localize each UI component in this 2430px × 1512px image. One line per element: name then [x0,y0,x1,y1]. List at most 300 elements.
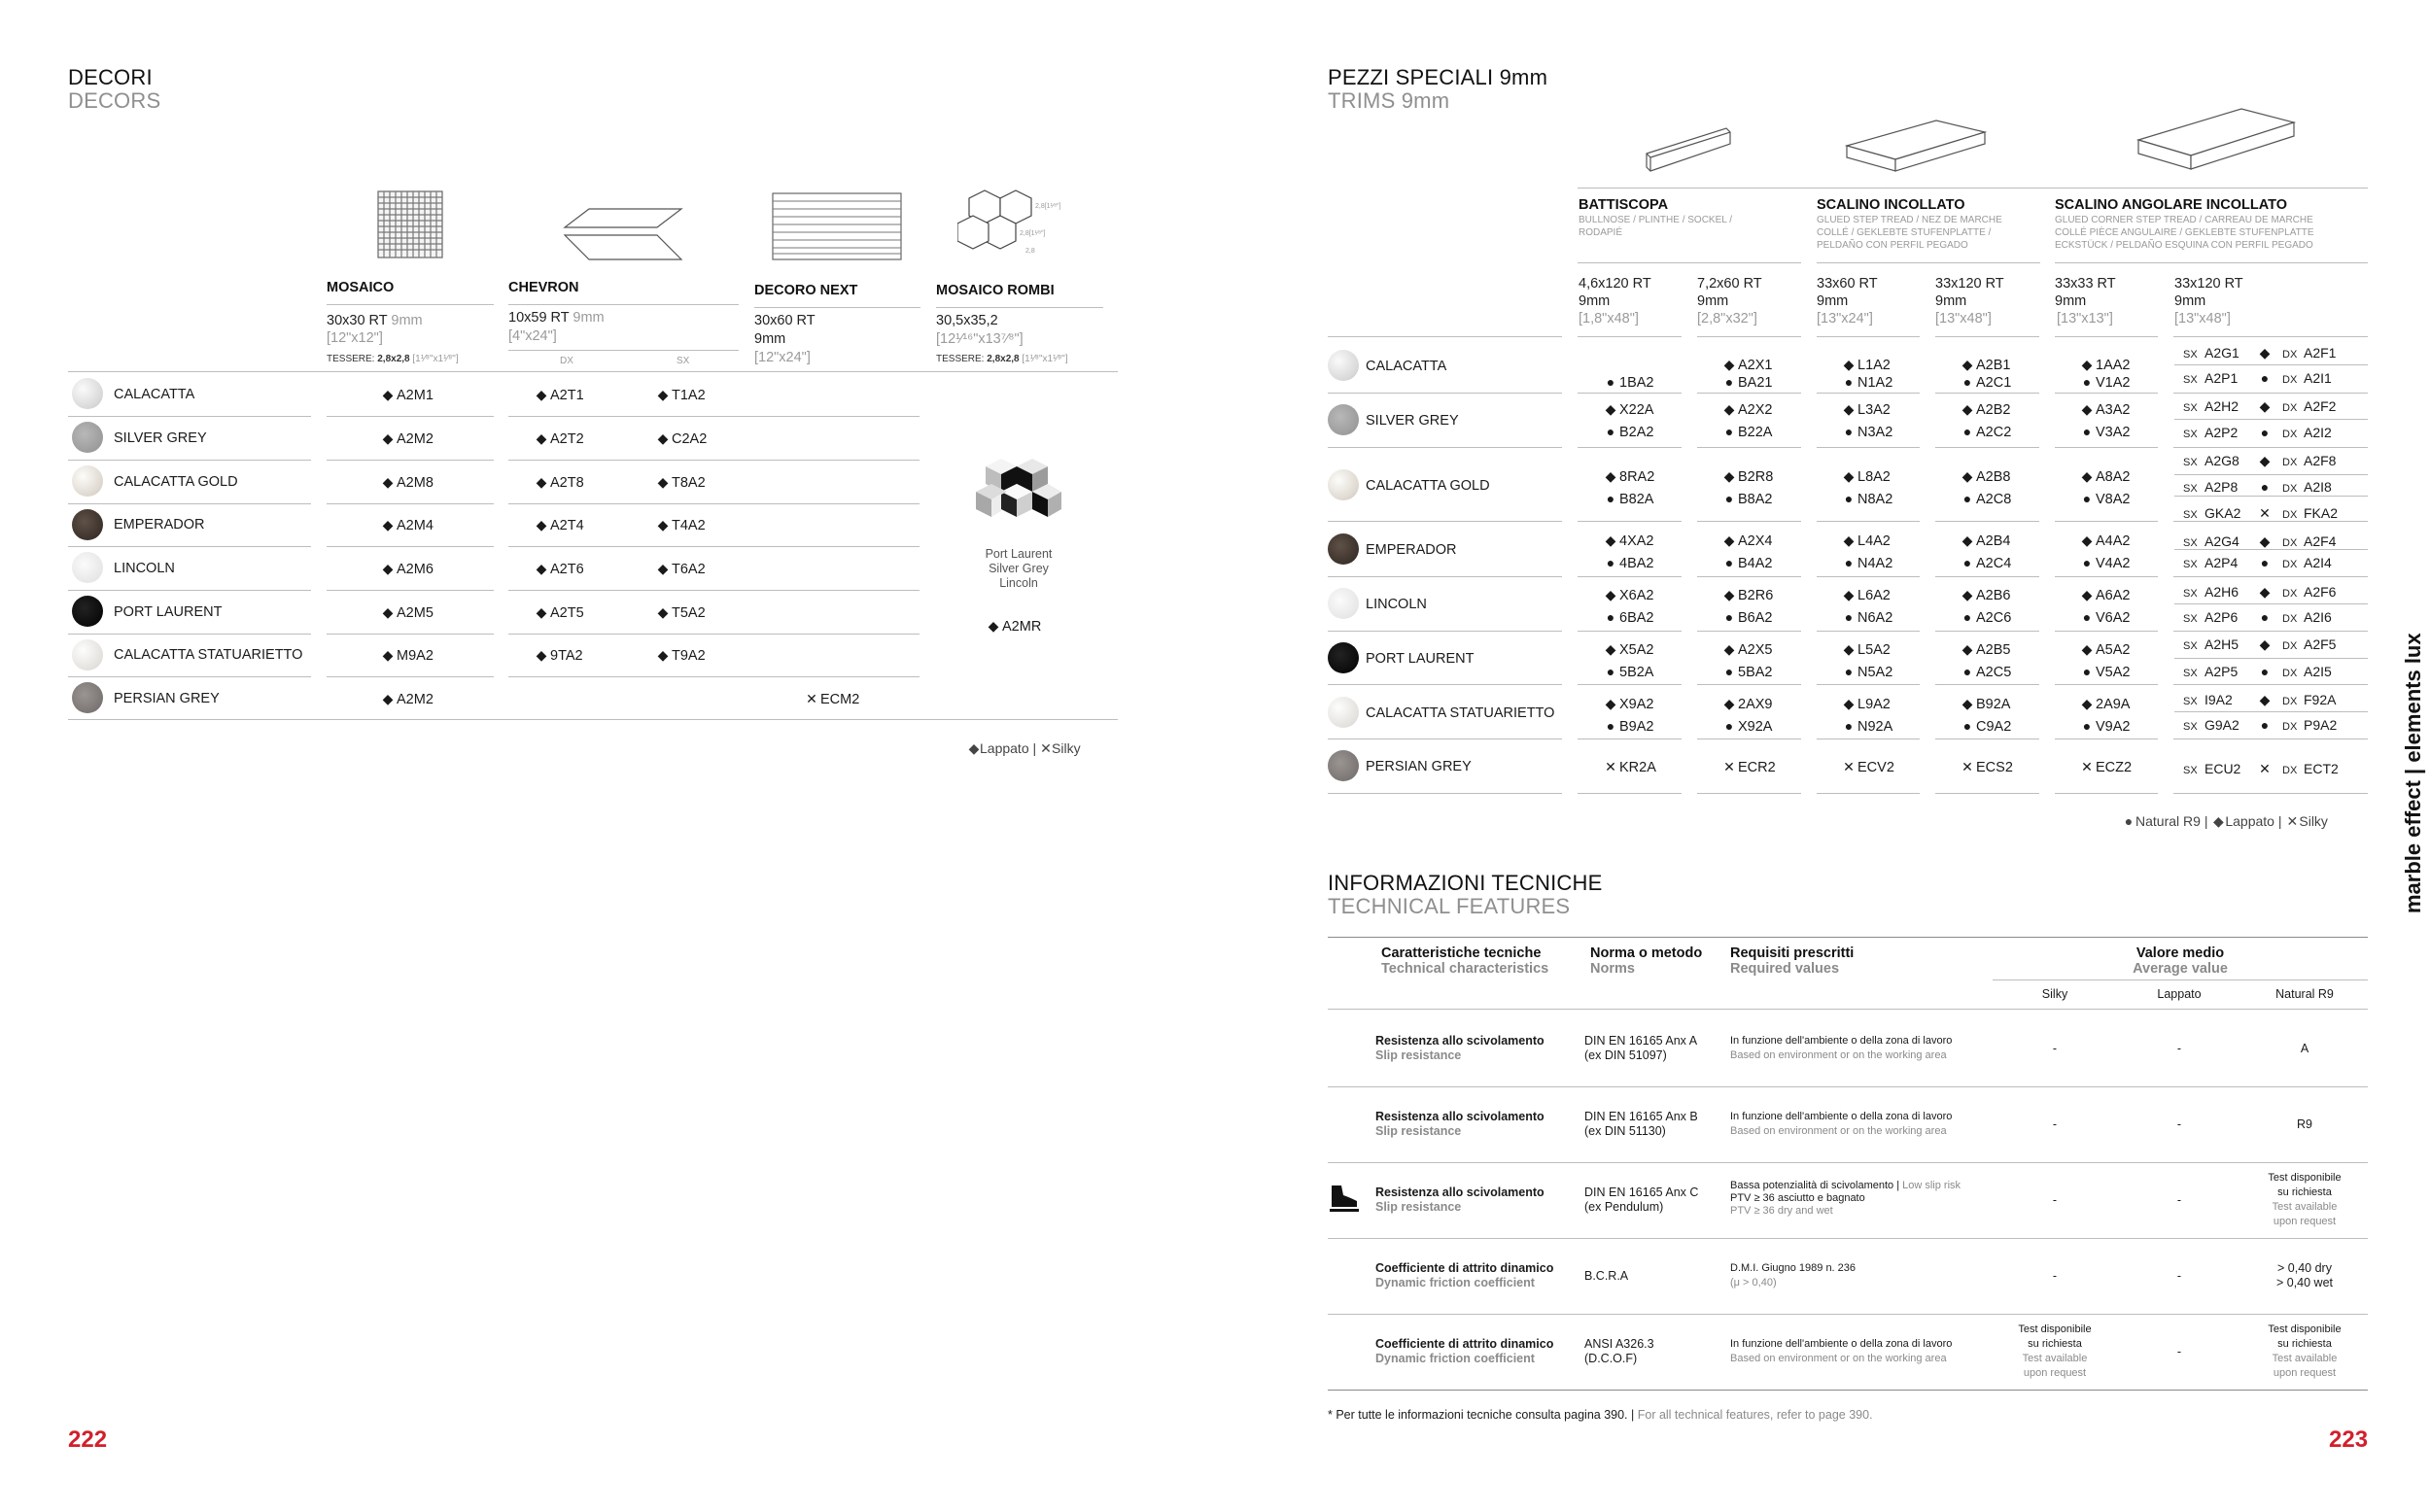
corner-dx-code: F92A [2304,692,2337,707]
circle-icon: ● [2260,479,2270,495]
circle-icon: ● [2260,425,2270,440]
diamond-icon: ◆ [382,647,394,663]
cross-icon: ✕ [1723,759,1735,774]
diamond-icon: ◆ [2081,533,2093,548]
trim-code-label: 1BA2 [1619,375,1654,391]
swatch-persian-grey [1328,750,1359,781]
trim-code-label: L5A2 [1857,642,1891,658]
th-lappato: Lappato [2157,987,2202,1001]
trim-code-label: V9A2 [2096,719,2131,735]
trim-code [1840,587,1891,603]
group-scalino-desc-3: PELDAÑO CON PERFIL PEGADO [1817,240,1968,251]
diamond-icon: ◆ [382,517,394,533]
corner-dx-label: DX [2282,509,2298,521]
trim-code-label: 6BA2 [1619,610,1654,626]
tech-req: Bassa potenzialità di scivolamento | Low slip risk PTV ≥ 36 asciutto e bagnato PTV ≥ 36 dry and wet [1730,1180,1961,1217]
corner-sx-label: SX [2183,349,2198,361]
trim-code-label: 1AA2 [2096,358,2131,373]
diamond-icon: ◆ [2259,533,2271,549]
diamond-icon: ◆ [536,517,547,533]
trim-code-label: 4BA2 [1619,556,1654,571]
trim-code-label: A2X4 [1738,533,1773,549]
diamond-icon: ◆ [1961,468,1973,484]
footnote: * Per tutte le informazioni tecniche consulta pagina 390. | For all technical features, refer to page 390. [1328,1408,1873,1422]
diamond-icon: ◆ [2081,468,2093,484]
diamond-icon: ◆ [536,604,547,620]
code-chevron-dx: ◆ A2T5 [533,604,584,621]
corner-dx-code: A2F6 [2304,584,2337,600]
diamond-icon: ◆ [382,474,394,490]
trim-code [1959,533,2010,549]
corner-dx-label: DX [2282,613,2298,625]
group-angolare-desc-3: ECKSTÜCK / PELDAÑO ESQUINA CON PERFIL PEGADO [2055,240,2313,251]
diamond-icon: ◆ [536,647,547,663]
th-req: Requisiti prescritti Required values [1730,945,1855,977]
code-chevron-sx: ◆ T9A2 [654,647,706,664]
tech-lappato: - [2176,1041,2182,1055]
trim-code [1959,555,2011,571]
corner-dx-code: A2I4 [2304,555,2332,570]
mosaico-rombi-image [957,187,1064,266]
group-scalino-angolare: SCALINO ANGOLARE INCOLLATO [2055,197,2287,213]
trim-code [1602,759,1656,775]
trim-code-label: X9A2 [1619,697,1654,712]
code-mosaico: ◆ A2M1 [379,387,434,403]
trim-code [1959,491,2011,507]
trim-code-label: 8RA2 [1619,469,1655,485]
circle-icon: ● [1962,491,1972,506]
trim-code [1720,696,1772,712]
circle-icon: ● [1844,609,1854,625]
corner-dx-code: A2F1 [2304,345,2337,361]
trim-code [2078,533,2130,549]
circle-icon: ● [1606,374,1615,390]
code-decoro-next: ✕ ECM2 [803,691,859,707]
circle-icon: ● [1606,664,1615,679]
corner-code-row [2183,636,2336,653]
circle-icon: ● [2260,664,2270,679]
trim-code [1720,587,1773,603]
circle-icon: ● [1724,424,1734,439]
trim-code-label: B2R8 [1738,469,1774,485]
trim-code [1840,696,1891,712]
code-mosaico: ◆ A2M4 [379,517,434,533]
trim-code [1840,533,1891,549]
trim-code [1720,401,1772,418]
trim-code-label: ECV2 [1857,760,1894,775]
diamond-icon: ◆ [382,430,394,446]
code-chevron-sx: ◆ T6A2 [654,561,706,577]
circle-icon: ● [1606,555,1615,570]
corner-code-row [2183,479,2332,495]
corner-sx-label: SX [2183,588,2198,600]
left-title-en: DECORS [68,88,161,113]
trim-code [1840,357,1891,373]
corner-dx-label: DX [2282,721,2298,733]
circle-icon: ● [2082,664,2092,679]
tech-req: D.M.I. Giugno 1989 n. 236 (μ > 0,40) [1730,1262,1857,1289]
row-name-port-laurent: PORT LAURENT [1366,651,1475,667]
diamond-icon: ◆ [382,387,394,402]
corner-code-row [2183,425,2332,440]
trim-code [1602,533,1653,549]
code-mosaico: ◆ M9A2 [379,647,434,664]
group-scalino-desc-2: COLLÉ / GEKLEBTE STUFENPLATTE / [1817,227,1992,238]
rombi-dim-c: 2,8 [1025,248,1035,255]
diamond-icon: ◆ [1843,357,1855,372]
circle-icon: ● [1844,424,1854,439]
code-mosaico: ◆ A2M6 [379,561,434,577]
trim-code-label: A2X2 [1738,402,1773,418]
trim-code-label: A2C8 [1976,492,2012,507]
trim-code [1959,587,2010,603]
trim-code-label: A2C4 [1976,556,2012,571]
trim-code-label: B9A2 [1619,719,1654,735]
corner-sx-code: G9A2 [2204,717,2239,733]
cross-icon: ✕ [2259,505,2271,521]
trim-code [2078,374,2130,391]
trim-code-label: N1A2 [1857,375,1893,391]
corner-sx-label: SX [2183,559,2198,570]
corner-dx-label: DX [2282,537,2298,549]
corner-code-row [2183,609,2332,625]
corner-sx-code: A2P8 [2204,479,2239,495]
swatch-lincoln [72,552,103,583]
tech-char: Coefficiente di attrito dinamico Dynamic friction coefficient [1375,1337,1554,1365]
trim-code [1840,759,1894,775]
diamond-icon: ◆ [1843,401,1855,417]
circle-icon: ● [2082,374,2092,390]
trim-code [1959,424,2011,440]
row-name-calacatta-statuarietto: CALACATTA STATUARIETTO [1366,705,1555,721]
code-chevron-sx: ◆ T4A2 [654,517,706,533]
trim-code-label: L9A2 [1857,697,1891,712]
rombi-dim-a: 2,8[1¹⁄⁸"] [1035,203,1061,210]
trim-code [1720,664,1772,680]
tech-char: Resistenza allo scivolamento Slip resistance [1375,1034,1545,1062]
tech-title-it: INFORMAZIONI TECNICHE [1328,871,1603,895]
corner-sx-code: A2H2 [2204,398,2239,414]
circle-icon: ● [2082,609,2092,625]
size-3-thick: 9mm [1817,293,1849,309]
trim-code-label: A8A2 [2096,469,2131,485]
trim-code-label: L4A2 [1857,533,1891,549]
circle-icon: ● [1606,491,1615,506]
group-battiscopa-desc-1: BULLNOSE / PLINTHE / SOCKEL / [1579,215,1733,225]
diamond-icon: ◆ [1605,401,1616,417]
tech-char: Coefficiente di attrito dinamico Dynamic friction coefficient [1375,1261,1554,1289]
trim-code-label: A5A2 [2096,642,2131,658]
trim-code-label: B2A2 [1619,425,1654,440]
diamond-icon: ◆ [2081,401,2093,417]
th-natural: Natural R9 [2275,987,2334,1001]
swatch-calacatta-statuarietto [1328,697,1359,728]
rombi-inch: [12¹⁄¹⁶"x13⁷⁄⁸"] [936,331,1024,347]
trim-code-label: 5B2A [1619,665,1654,680]
row-name-silver-grey: SILVER GREY [114,430,207,446]
trim-code [2078,641,2130,658]
corner-sx-code: A2H5 [2204,636,2239,652]
diamond-icon: ◆ [1843,641,1855,657]
rombi-caption-3: Lincoln [999,576,1038,590]
code-mosaico: ◆ A2M5 [379,604,434,621]
tech-natural: R9 [2297,1117,2312,1131]
circle-icon: ● [1962,374,1972,390]
trim-code [1602,468,1654,485]
corner-dx-label: DX [2282,483,2298,495]
tech-title-en: TECHNICAL FEATURES [1328,894,1571,918]
circle-icon: ● [1724,664,1734,679]
corner-dx-code: A2I8 [2304,479,2332,495]
trim-code-label: A2B5 [1976,642,2011,658]
trim-code [1959,609,2011,626]
trim-code-label: L8A2 [1857,469,1891,485]
decoro-next-inch: [12"x24"] [754,350,811,365]
circle-icon: ● [2260,370,2270,386]
tech-req: In funzione dell'ambiente o della zona di lavoro Based on environment or on the working area [1730,1035,1953,1061]
diamond-icon: ◆ [2259,398,2271,414]
diamond-icon: ◆ [2259,453,2271,468]
diamond-icon: ◆ [968,740,980,756]
corner-dx-label: DX [2282,457,2298,468]
cross-icon: ✕ [2081,759,2093,774]
tech-norm: ANSI A326.3 (D.C.O.F) [1584,1337,1654,1365]
corner-sx-code: I9A2 [2204,692,2233,707]
trim-code-label: B6A2 [1738,610,1773,626]
size-5: 33x33 RT [2055,276,2116,292]
col-mosaico: MOSAICO [327,280,395,295]
tech-req: In funzione dell'ambiente o della zona di lavoro Based on environment or on the working area [1730,1111,1953,1137]
trim-code-label: N92A [1857,719,1893,735]
trim-code-label: X6A2 [1619,588,1654,603]
code-chevron-dx: ◆ A2T6 [533,561,584,577]
diamond-icon: ◆ [1961,587,1973,602]
size-4: 33x120 RT [1935,276,2004,292]
trim-code [1840,491,1892,507]
corner-code-row [2183,555,2332,570]
trim-code-label: A2B6 [1976,588,2011,603]
circle-icon: ● [1724,491,1734,506]
mosaico-tessere: TESSERE: 2,8x2,8 [1¹⁄⁸"x1¹⁄⁸"] [327,354,459,364]
circle-icon: ● [1962,609,1972,625]
trim-code-label: A2C6 [1976,610,2012,626]
trim-code-label: 2AX9 [1738,697,1773,712]
corner-code-row [2183,505,2338,522]
tech-natural: A [2300,1041,2309,1055]
trim-code-label: B2R6 [1738,588,1774,603]
tech-lappato: - [2176,1268,2182,1283]
trim-code-label: X5A2 [1619,642,1654,658]
diamond-icon: ◆ [2259,636,2271,652]
diamond-icon: ◆ [1961,357,1973,372]
size-4-inch: [13"x48"] [1935,311,1992,326]
diamond-icon: ◆ [657,604,669,620]
right-title-en: TRIMS 9mm [1328,88,1450,113]
tech-silky: - [2052,1192,2058,1207]
tech-norm: B.C.R.A [1584,1268,1629,1283]
trim-code [2078,587,2130,603]
corner-code-row [2183,533,2336,550]
size-3: 33x60 RT [1817,276,1878,292]
chevron-inch: [4"x24"] [508,328,557,344]
cross-icon: ✕ [1040,740,1052,756]
swatch-port-laurent [1328,642,1359,673]
trim-code [1840,468,1891,485]
diamond-icon: ◆ [382,561,394,576]
code-mosaico: ◆ A2M2 [379,691,434,707]
tech-lappato: - [2176,1344,2182,1358]
corner-dx-code: A2F4 [2304,533,2337,549]
tech-natural: Test disponibile su richiesta Test available upon request [2268,1323,2342,1379]
trim-code-label: ECS2 [1976,760,2013,775]
diamond-icon: ◆ [657,561,669,576]
circle-icon: ● [1962,664,1972,679]
trim-code [1840,555,1892,571]
corner-dx-label: DX [2282,349,2298,361]
corner-sx-code: A2G1 [2204,345,2239,361]
diamond-icon: ◆ [657,387,669,402]
size-4-thick: 9mm [1935,293,1967,309]
tech-natural: Test disponibile su richiesta Test available upon request [2268,1172,2342,1227]
circle-icon: ● [2124,813,2134,829]
size-6: 33x120 RT [2174,276,2243,292]
cross-icon: ✕ [1843,759,1855,774]
code-chevron-sx: ◆ T1A2 [654,387,706,403]
trim-code [1602,718,1653,735]
code-chevron-dx: ◆ A2T2 [533,430,584,447]
size-1-thick: 9mm [1579,293,1611,309]
diamond-icon: ◆ [1605,696,1616,711]
circle-icon: ● [1724,374,1734,390]
diamond-icon: ◆ [2212,813,2224,829]
corner-code-row [2183,717,2337,733]
circle-icon: ● [1962,555,1972,570]
diamond-icon: ◆ [2081,357,2093,372]
right-legend: ● Natural R9 | ◆ Lappato | ✕Silky [2122,813,2328,830]
trim-code [1959,696,2010,712]
corner-dx-label: DX [2282,588,2298,600]
trim-code [1720,533,1772,549]
diamond-icon: ◆ [1605,468,1616,484]
trim-code [1959,759,2013,775]
size-3-inch: [13"x24"] [1817,311,1873,326]
trim-code-label: A6A2 [2096,588,2131,603]
diamond-icon: ◆ [536,561,547,576]
scalino-image [1843,117,1989,177]
corner-sx-label: SX [2183,668,2198,679]
trim-code [1840,401,1891,418]
trim-code [1959,664,2011,680]
cross-icon: ✕ [1961,759,1973,774]
corner-code-row [2183,453,2336,469]
trim-code-label: A2C2 [1976,425,2012,440]
circle-icon: ● [2082,555,2092,570]
trim-code-label: B22A [1738,425,1773,440]
trim-code [1959,641,2010,658]
trim-code [2078,401,2130,418]
decoro-next-size: 30x60 RT [754,313,816,328]
group-scalino: SCALINO INCOLLATO [1817,197,1965,213]
circle-icon: ● [2082,424,2092,439]
trim-code [1720,641,1772,658]
trim-code [1602,696,1653,712]
trim-code-label: B82A [1619,492,1654,507]
swatch-calacatta-gold [72,465,103,497]
corner-dx-label: DX [2282,765,2298,776]
diamond-icon: ◆ [1723,533,1735,548]
corner-sx-code: GKA2 [2204,505,2241,521]
corner-sx-label: SX [2183,537,2198,549]
corner-sx-label: SX [2183,402,2198,414]
th-char: Caratteristiche tecniche Technical characteristics [1381,945,1549,977]
trim-code [1602,374,1653,391]
diamond-icon: ◆ [988,618,999,634]
trim-code-label: KR2A [1619,760,1656,775]
cross-icon: ✕ [806,691,817,706]
trim-code [1840,664,1892,680]
corner-code-row [2183,664,2332,679]
rombi-size: 30,5x35,2 [936,313,998,328]
slip-shoe-icon [1328,1182,1361,1215]
col-chevron: CHEVRON [508,280,579,295]
trim-code [1720,555,1772,571]
trim-code-label: BA21 [1738,375,1773,391]
tech-lappato: - [2176,1117,2182,1131]
circle-icon: ● [1724,555,1734,570]
trim-code-label: V6A2 [2096,610,2131,626]
size-2: 7,2x60 RT [1697,276,1762,292]
diamond-icon: ◆ [1961,533,1973,548]
diamond-icon: ◆ [1723,401,1735,417]
tech-silky: - [2052,1268,2058,1283]
corner-sx-code: A2H6 [2204,584,2239,600]
battiscopa-image [1643,124,1734,175]
size-6-thick: 9mm [2174,293,2206,309]
trim-code [1959,718,2011,735]
corner-dx-label: DX [2282,640,2298,652]
corner-dx-code: A2F8 [2304,453,2337,468]
diamond-icon: ◆ [1843,587,1855,602]
trim-code-label: A2C5 [1976,665,2012,680]
code-rombi: ◆ A2MR [985,618,1041,635]
swatch-silver-grey [72,422,103,453]
corner-dx-code: A2I2 [2304,425,2332,440]
trim-code [1720,424,1772,440]
circle-icon: ● [1844,555,1854,570]
th-norm: Norma o metodo Norms [1590,945,1703,977]
circle-icon: ● [1844,718,1854,734]
rombi-dim-b: 2,8[1¹⁄⁸"] [1020,230,1046,237]
circle-icon: ● [1606,609,1615,625]
th-silky: Silky [2041,987,2068,1001]
swatch-silver-grey [1328,404,1359,435]
code-chevron-sx: ◆ T8A2 [654,474,706,491]
trim-code [1959,401,2010,418]
col-mosaico-rombi: MOSAICO ROMBI [936,283,1055,298]
corner-dx-code: A2I6 [2304,609,2332,625]
code-mosaico: ◆ A2M8 [379,474,434,491]
right-title-it: PEZZI SPECIALI 9mm [1328,65,1548,89]
trim-code-label: A2B1 [1976,358,2011,373]
tech-char: Resistenza allo scivolamento Slip resistance [1375,1110,1545,1138]
trim-code [1720,609,1772,626]
corner-sx-code: A2P2 [2204,425,2239,440]
trim-code-label: V1A2 [2096,375,2131,391]
trim-code-label: N3A2 [1857,425,1893,440]
diamond-icon: ◆ [2259,345,2271,361]
diamond-icon: ◆ [1723,357,1735,372]
trim-code [1840,374,1892,391]
